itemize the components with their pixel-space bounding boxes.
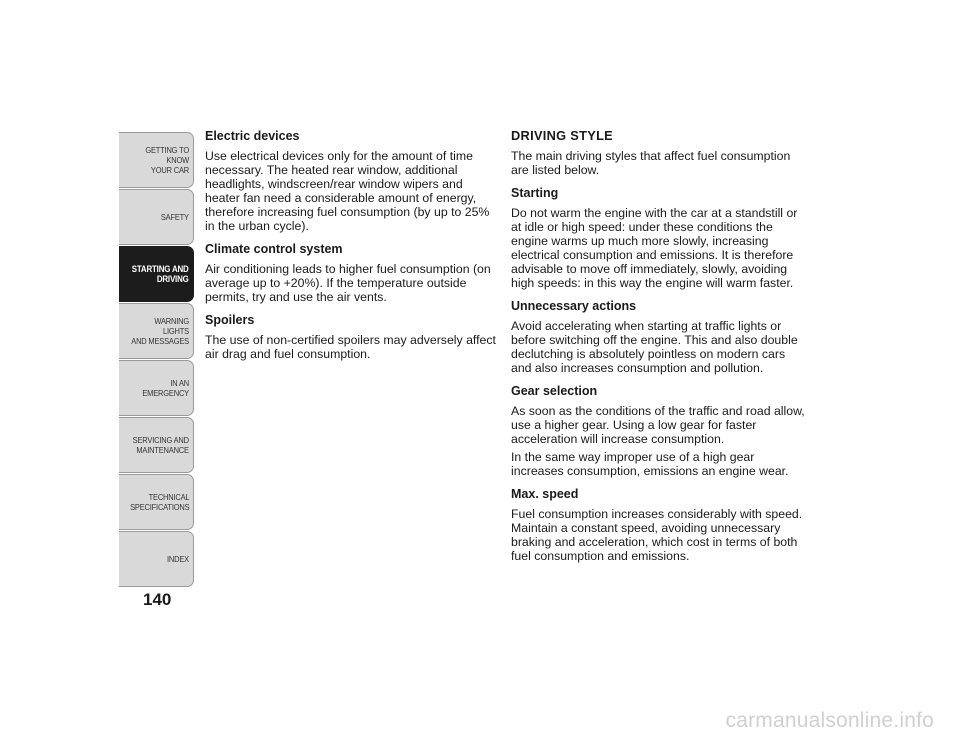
paragraph: Use electrical devices only for the amount of time necessary. The heated rear window, additional headlights, windscreen/rear window wipers and heater fan need a considerable amount of energy, therefore increasing fuel consumption (by up to 25% in the urban cycle). <box>205 149 490 233</box>
tab-index[interactable] <box>119 531 194 587</box>
tab-label: SAFETY <box>160 212 189 222</box>
paragraph: The main driving styles that affect fuel consumption are listed below. <box>511 149 791 177</box>
tab-label: IN AN EMERGENCY <box>142 378 189 398</box>
section-heading: Max. speed <box>511 487 579 501</box>
tab-warning-lights[interactable] <box>119 303 194 359</box>
chapter-heading: DRIVING STYLE <box>511 128 614 143</box>
tab-technical-specifications[interactable] <box>119 474 194 530</box>
paragraph: Do not warm the engine with the car at a standstill or at idle or high speed: under these conditions the engine warms up much more slowly, increasing electrical consumption and emissions. It is therefore advisable to move off immediately, slowly, avoiding high speeds: in this way the engine will warm faster. <box>511 206 798 290</box>
watermark: carmanualsonline.info <box>725 709 934 732</box>
tab-label: WARNING LIGHTS AND MESSAGES <box>131 316 189 346</box>
paragraph: As soon as the conditions of the traffic and road allow, use a higher gear. Using a low gear for faster acceleration will increase consumption. <box>511 404 805 446</box>
tab-label: INDEX <box>167 554 189 564</box>
section-tabs <box>119 132 194 588</box>
tab-starting-and-driving[interactable] <box>119 246 194 302</box>
tab-getting-to-know[interactable] <box>119 132 194 188</box>
paragraph: Air conditioning leads to higher fuel consumption (on average up to +20%). If the temperature outside permits, try and use the air vents. <box>205 262 491 304</box>
tab-servicing[interactable] <box>119 417 194 473</box>
paragraph: Avoid accelerating when starting at traffic lights or before switching off the engine. This and also double declutching is absolutely pointless on modern cars and also increases consumption and pollution. <box>511 319 798 375</box>
tab-label: STARTING AND DRIVING <box>132 264 189 284</box>
paragraph: Fuel consumption increases considerably with speed. Maintain a constant speed, avoiding unnecessary braking and acceleration, which cost in terms of both fuel consumption and emissions. <box>511 507 803 563</box>
section-heading: Gear selection <box>511 384 598 398</box>
tab-label: SERVICING AND MAINTENANCE <box>132 435 189 455</box>
section-heading: Starting <box>511 186 559 200</box>
paragraph: In the same way improper use of a high gear increases consumption, emissions an engine wear. <box>511 450 789 478</box>
section-heading: Spoilers <box>205 313 255 327</box>
tab-safety[interactable] <box>119 189 194 245</box>
tab-in-an-emergency[interactable] <box>119 360 194 416</box>
section-heading: Unnecessary actions <box>511 299 637 313</box>
tab-label: TECHNICAL SPECIFICATIONS <box>129 492 189 512</box>
page-number: 140 <box>143 590 172 609</box>
right-column <box>511 128 806 567</box>
section-heading: Climate control system <box>205 242 343 256</box>
left-column <box>205 128 497 365</box>
tab-label: GETTING TO KNOW YOUR CAR <box>145 145 189 175</box>
paragraph: The use of non-certified spoilers may adversely affect air drag and fuel consumption. <box>205 333 496 361</box>
section-heading: Electric devices <box>205 129 300 143</box>
